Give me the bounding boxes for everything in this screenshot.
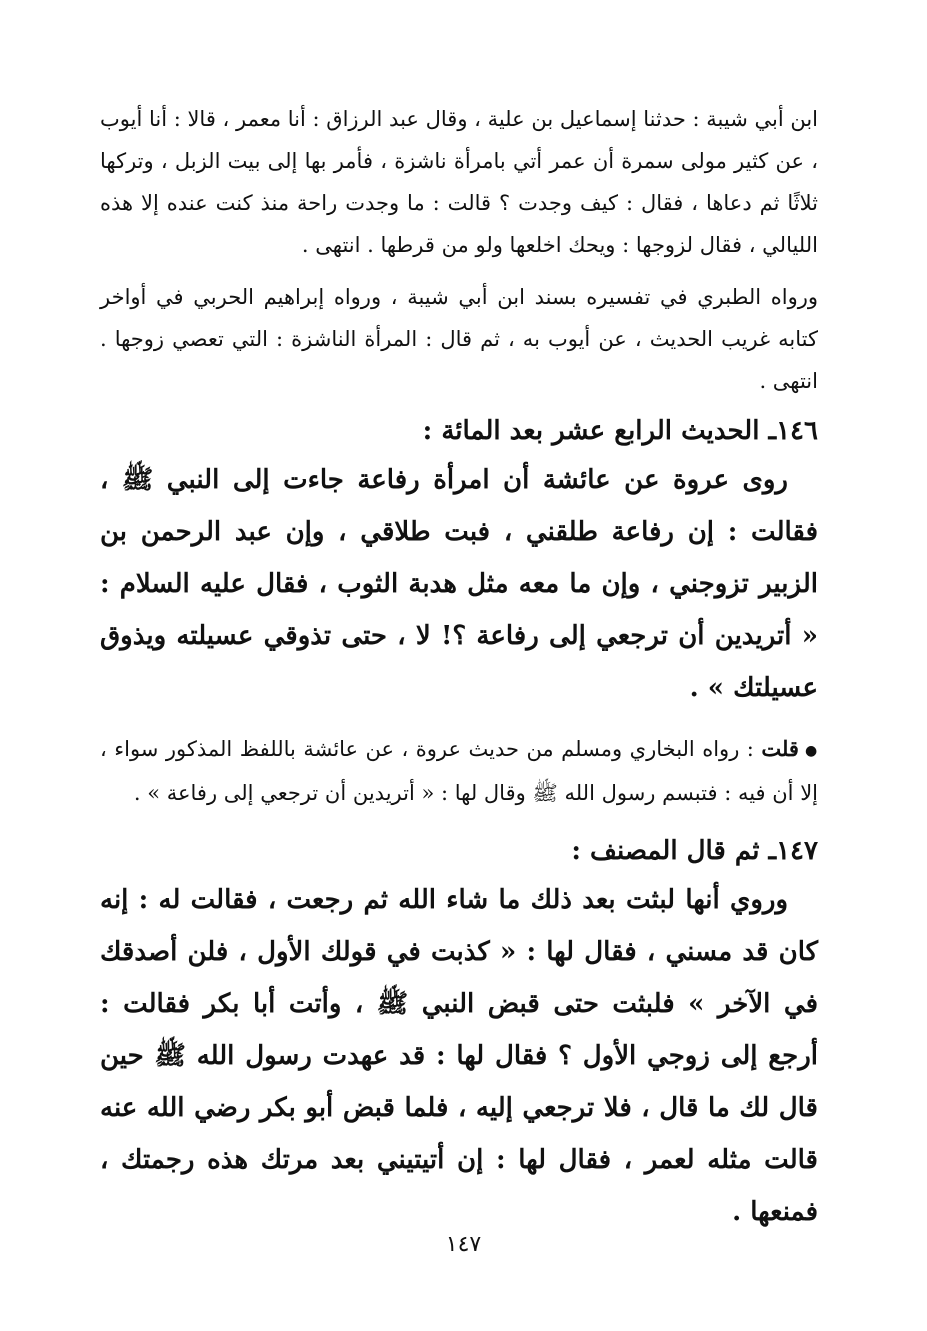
heading-hadith-147: ١٤٧ـ ثم قال المصنف : xyxy=(571,835,818,866)
paragraph-tabari: ورواه الطبري في تفسيره بسند ابن أبي شيبة ، ورواه إبراهيم الحربي في أواخر كتابه غريب الحديث ، عن أيوب به ، ثم قال : المرأة الناشزة : التي تعصي زوجها . انتهى . xyxy=(100,285,818,393)
paragraph-musannif: وروي أنها لبثت بعد ذلك ما شاء الله ثم رجعت ، فقالت له : إنه كان قد مسني ، فقال لها : « كذبت في قولك الأول ، فلن أصدقك في الآخر » فلبثت حتى قبض النبي ﷺ ، وأتت أبا بكر فقالت : أرجع إلى زوجي الأول ؟ فقال لها : قد عهدت رسول الله ﷺ حين قال لك ما قال ، فلا ترجعي إليه ، فلما قبض أبو بكر رضي الله عنه قالت مثله لعمر ، فقال لها : إن أتيتيني بعد مرتك هذه رجمتك ، فمنعها . xyxy=(100,884,818,1227)
paragraph-qultu xyxy=(100,728,818,814)
paragraph-hadith-rifaa: روى عروة عن عائشة أن امرأة رفاعة جاءت إلى النبي ﷺ ، فقالت : إن رفاعة طلقني ، فبت طلاقي ، وإن عبد الرحمن بن الزبير تزوجني ، وإن ما معه مثل هدبة الثوب ، فقال عليه السلام : « أتريدين أن ترجعي إلى رفاعة ؟! لا ، حتى تذوقي عسيلته ويذوق عسيلتك » . xyxy=(100,465,818,703)
qultu-text: : رواه البخاري ومسلم من حديث عروة ، عن عائشة باللفظ المذكور سواء ، إلا أن فيه : فتبسم رسول الله ﷺ وقال لها : « أتريدين أن ترجعي إلى رفاعة » . xyxy=(100,737,818,805)
heading-hadith-146: ١٤٦ـ الحديث الرابع عشر بعد المائة : xyxy=(422,416,818,446)
page-number: ١٤٧ xyxy=(445,1232,482,1257)
page-body xyxy=(100,98,818,1238)
paragraph-ibn-abi-shayba: ابن أبي شيبة : حدثنا إسماعيل بن علية ، وقال عبد الرزاق : أنا معمر ، قالا : أنا أيوب ، عن كثير مولى سمرة أن عمر أتي بامرأة ناشزة ، فأمر بها إلى بيت الزبل ، وتركها ثلاثًا ثم دعاها ، فقال : كيف وجدت ؟ قالت : ما وجدت راحة منذ كنت عنده إلا هذه الليالي ، فقال لزوجها : ويحك اخلعها ولو من قرطها . انتهى . xyxy=(99,107,818,257)
qultu-label: قلت xyxy=(761,736,799,761)
bullet-icon: ● xyxy=(804,742,818,759)
